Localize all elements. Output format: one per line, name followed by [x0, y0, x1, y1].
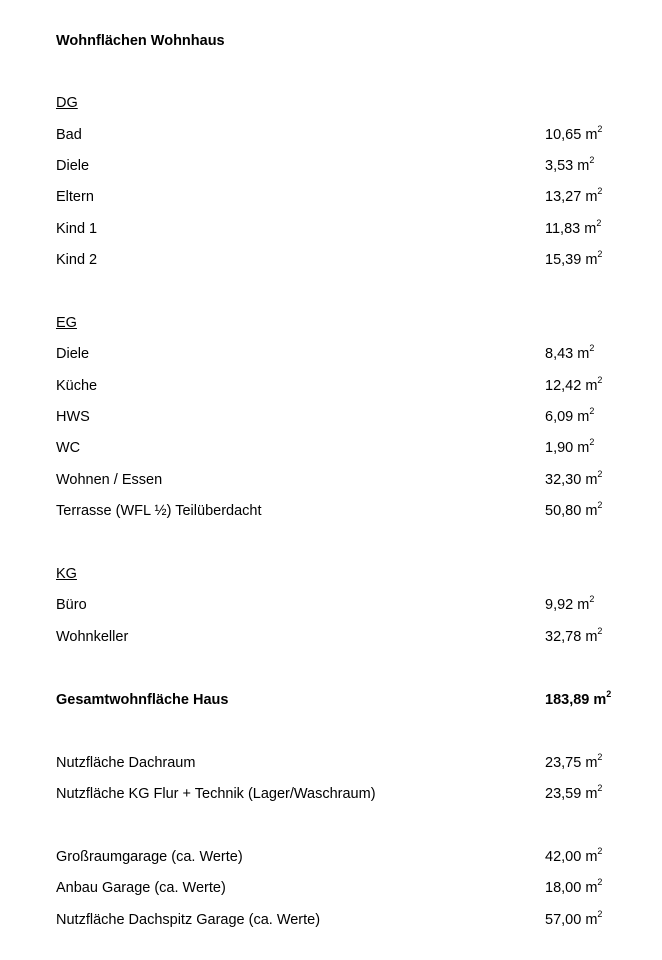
room-area: 6,09 $m^2$: [545, 406, 595, 425]
room-area: 9,92 $m^2$: [545, 594, 595, 613]
room-label: Wohnen / Essen: [56, 472, 163, 488]
room-row: [56, 124, 616, 146]
room-row: [56, 469, 616, 491]
room-label: Terrasse (WFL ½) Teilüberdacht: [56, 503, 262, 519]
room-area: 32,30 $m^2$: [545, 469, 603, 488]
room-area: 12,42 $m^2$: [545, 375, 603, 394]
room-label: Diele: [56, 158, 90, 174]
garage-row: [56, 877, 616, 899]
room-row: [56, 594, 616, 616]
room-area: 10,65 $m^2$: [545, 124, 603, 143]
room-label: Bad: [56, 127, 82, 143]
room-area: 15,39 $m^2$: [545, 249, 603, 268]
garage-row: [56, 846, 616, 868]
room-area: 50,80 $m^2$: [545, 500, 603, 519]
room-area: 13,27 $m^2$: [545, 186, 603, 205]
total-label: Gesamtwohnfläche Haus: [56, 692, 229, 708]
garage-area: 18,00 $m^2$: [545, 877, 603, 896]
page-title-text: Wohnflächen Wohnhaus: [56, 33, 225, 49]
section-heading-text: KG: [56, 566, 77, 582]
room-row: [56, 406, 616, 428]
section-heading-dg: [56, 92, 616, 114]
room-row: [56, 249, 616, 271]
room-area: 1,90 $m^2$: [545, 437, 595, 456]
room-area: 8,43 $m^2$: [545, 343, 595, 362]
room-row: [56, 500, 616, 522]
room-label: HWS: [56, 409, 90, 425]
room-row: [56, 155, 616, 177]
room-row: [56, 343, 616, 365]
usable-area-value: 23,75 $m^2$: [545, 752, 603, 771]
total-area: 183,89 $m^2$: [545, 689, 612, 708]
section-heading-text: DG: [56, 95, 78, 111]
section-heading-kg: [56, 563, 616, 585]
room-area: 32,78 $m^2$: [545, 626, 603, 645]
room-label: WC: [56, 440, 81, 456]
room-label: Kind 1: [56, 221, 98, 237]
total-row: [56, 689, 616, 711]
section-heading-text: EG: [56, 315, 77, 331]
usable-area-value: 23,59 $m^2$: [545, 783, 603, 802]
room-label: Eltern: [56, 189, 94, 205]
room-label: Büro: [56, 597, 87, 613]
garage-area: 57,00 $m^2$: [545, 909, 603, 928]
room-row: [56, 437, 616, 459]
room-row: [56, 186, 616, 208]
garage-row: [56, 909, 616, 931]
usable-area-row: [56, 752, 616, 774]
room-label: Küche: [56, 378, 98, 394]
garage-area: 42,00 $m^2$: [545, 846, 603, 865]
room-label: Kind 2: [56, 252, 98, 268]
garage-label: Nutzfläche Dachspitz Garage (ca. Werte): [56, 912, 321, 928]
usable-area-label: Nutzfläche Dachraum: [56, 755, 196, 771]
usable-area-label: Nutzfläche KG Flur + Technik (Lager/Waschraum): [56, 786, 376, 802]
room-row: [56, 626, 616, 648]
room-row: [56, 375, 616, 397]
usable-area-row: [56, 783, 616, 805]
room-label: Diele: [56, 346, 90, 362]
page-title: [56, 30, 616, 52]
room-row: [56, 218, 616, 240]
room-area: 11,83 $m^2$: [545, 218, 602, 237]
room-area: 3,53 $m^2$: [545, 155, 595, 174]
garage-label: Anbau Garage (ca. Werte): [56, 880, 226, 896]
garage-label: Großraumgarage (ca. Werte): [56, 849, 243, 865]
section-heading-eg: [56, 312, 616, 334]
room-label: Wohnkeller: [56, 629, 129, 645]
